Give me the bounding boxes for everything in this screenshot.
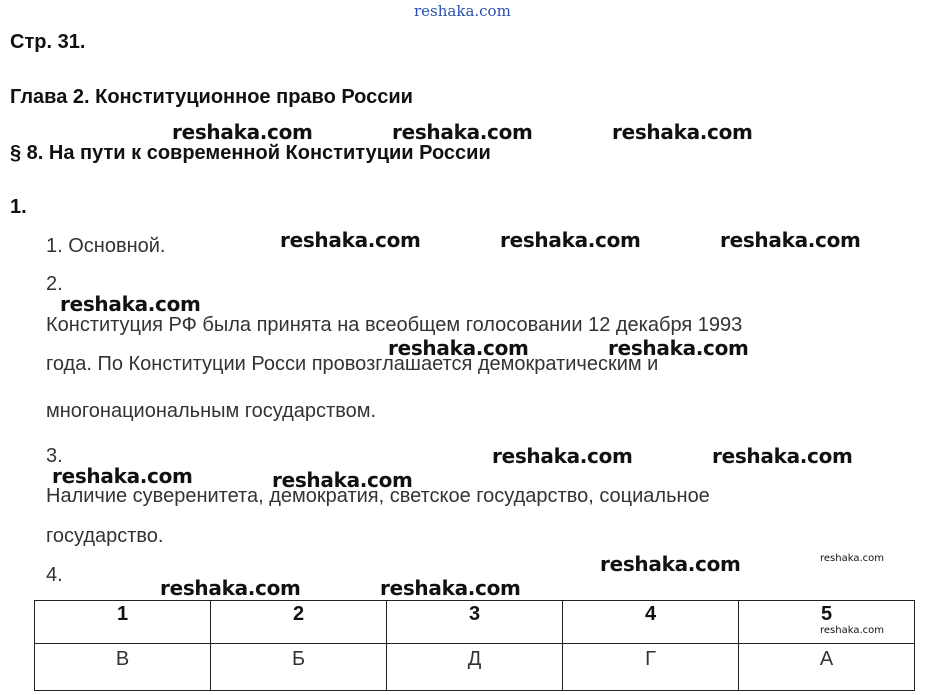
watermark-text-small: reshaka.com [820, 625, 884, 636]
watermark-text: reshaka.com [280, 228, 421, 252]
watermark-text: reshaka.com [392, 120, 533, 144]
table-header-row [35, 601, 915, 644]
answer-3-number: 3. [46, 445, 63, 467]
section-title: § 8. На пути к современной Конституции России [10, 142, 491, 164]
table-header-cell: 3 [387, 601, 563, 644]
watermark-text: reshaka.com [60, 292, 201, 316]
table-header-cell: 2 [211, 601, 387, 644]
answer-2-line-3: многонациональным государством. [46, 400, 377, 422]
table-header-cell: 5 [739, 601, 915, 644]
page-label: Стр. 31. [10, 31, 86, 53]
watermark-text: reshaka.com [600, 552, 741, 576]
answer-table [34, 600, 915, 691]
answer-3-line-1: Наличие суверенитета, демократия, светское государство, социальное [46, 485, 710, 507]
site-watermark-top: reshaka.com [414, 2, 511, 20]
table-cell: А [739, 644, 915, 691]
answer-1: 1. Основной. [46, 235, 166, 257]
watermark-text: reshaka.com [380, 576, 521, 600]
watermark-text: reshaka.com [272, 468, 413, 492]
watermark-text: reshaka.com [608, 336, 749, 360]
watermark-text: reshaka.com [52, 464, 193, 488]
table-cell: Д [387, 644, 563, 691]
table-cell: Г [563, 644, 739, 691]
watermark-text: reshaka.com [388, 336, 529, 360]
chapter-title: Глава 2. Конституционное право России [10, 86, 413, 108]
watermark-text: reshaka.com [500, 228, 641, 252]
answer-3-line-2: государство. [46, 525, 164, 547]
table-header-cell: 1 [35, 601, 211, 644]
watermark-text-small: reshaka.com [820, 553, 884, 564]
table-cell: В [35, 644, 211, 691]
task-number: 1. [10, 196, 27, 218]
watermark-text: reshaka.com [720, 228, 861, 252]
watermark-text: reshaka.com [160, 576, 301, 600]
watermark-text: reshaka.com [492, 444, 633, 468]
watermark-text: reshaka.com [172, 120, 313, 144]
answer-2-line-2: года. По Конституции Росси провозглашается демократическим и [46, 353, 659, 375]
watermark-text: reshaka.com [612, 120, 753, 144]
answer-2-line-1: Конституция РФ была принята на всеобщем голосовании 12 декабря 1993 [46, 314, 743, 336]
table-header-cell: 4 [563, 601, 739, 644]
watermark-text: reshaka.com [712, 444, 853, 468]
answer-4-number: 4. [46, 564, 63, 586]
answer-2-number: 2. [46, 273, 63, 295]
table-row [35, 644, 915, 691]
table-cell: Б [211, 644, 387, 691]
